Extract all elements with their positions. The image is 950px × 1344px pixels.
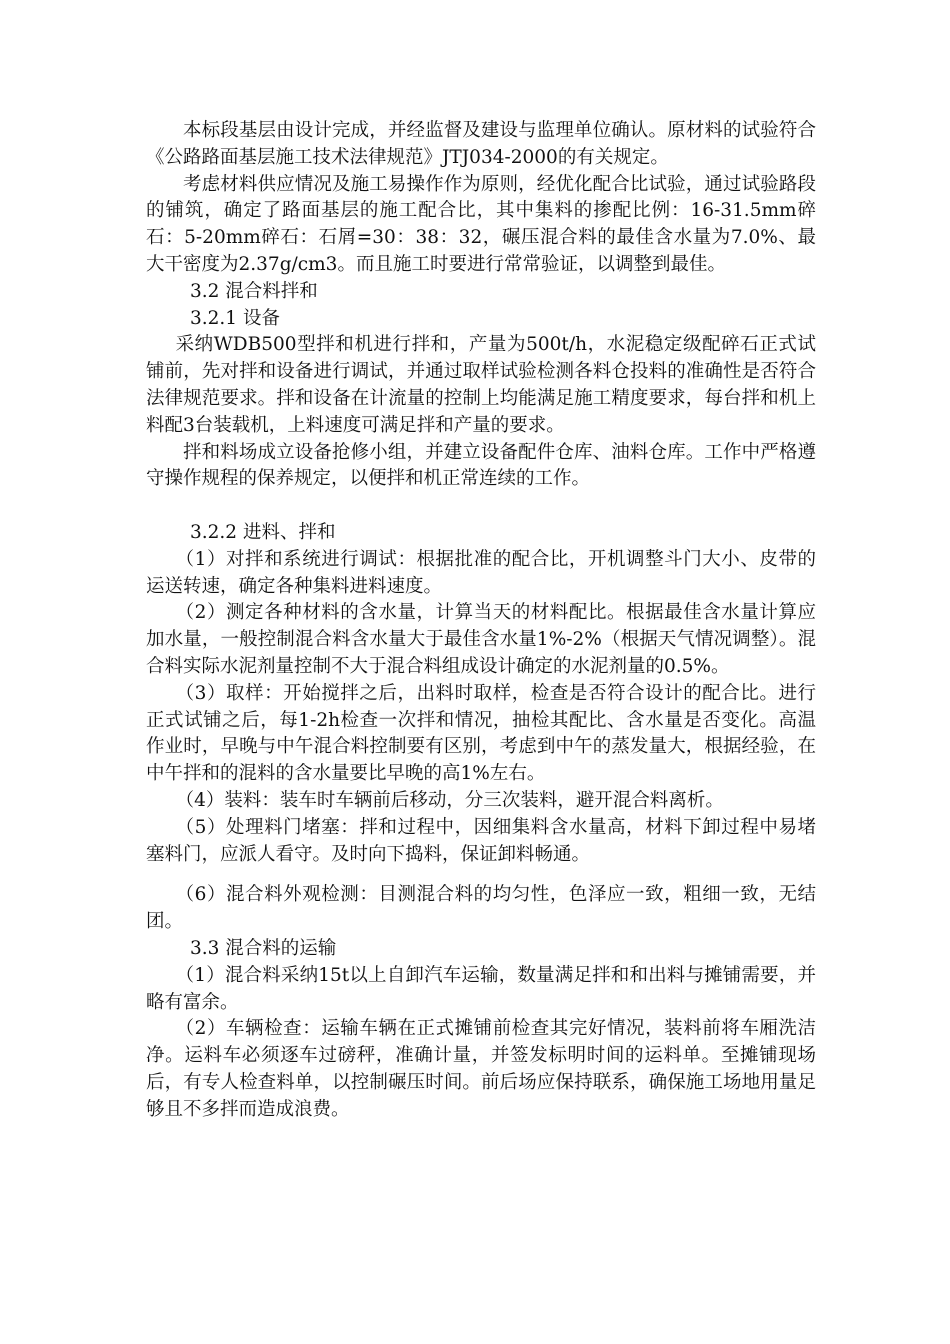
heading-3-3: 3.3 混合料的运输 [190, 937, 337, 959]
paragraph-repair-team: 拌和料场成立设备抢修小组，并建立设备配件仓库、油料仓库。工作中严格遵守操作规程的保养规定，以便拌和机正常连续的工作。 [146, 441, 816, 490]
list-item-2: （2）测定各种材料的含水量，计算当天的材料配比。根据最佳含水量计算应加水量，一般控制混合料含水量大于最佳含水量1%-2%（根据天气情况调整）。混合料实际水泥剂量控制不大于混合料组成设计确定的水泥剂量的0.5%。 [146, 602, 816, 677]
paragraph-equipment: 采纳WDB500型拌和机进行拌和，产量为500t/h，水泥稳定级配碎石正式试铺前，先对拌和设备进行调试，并通过取样试验检测各料仓投料的准确性是否符合法律规范要求。拌和设备在计流量的控制上均能满足施工精度要求，每台拌和机上料配3台装载机，上料速度可满足拌和产量的要求。 [146, 334, 816, 436]
transport-item-2: （2）车辆检查：运输车辆在正式摊铺前检查其完好情况，装料前将车厢洗洁净。运料车必须逐车过磅秤，准确计量，并签发标明时间的运料单。至摊铺现场后，有专人检查料单，以控制碾压时间。前后场应保持联系，确保施工场地用量足够且不多拌而造成浪费。 [146, 1018, 816, 1120]
blank-line [146, 493, 816, 520]
paragraph-base-design: 本标段基层由设计完成，并经监督及建设与监理单位确认。原材料的试验符合《公路路面基层施工技术法律规范》JTJ034-2000的有关规定。 [146, 120, 816, 168]
blank-line [146, 868, 816, 882]
list-item-6: （6）混合料外观检测：目测混合料的均匀性，色泽应一致，粗细一致，无结团。 [146, 884, 816, 933]
heading-3-2: 3.2 混合料拌和 [190, 280, 318, 302]
document-page [146, 118, 816, 1123]
list-item-4: （4）装料：装车时车辆前后移动，分三次装料，避开混合料离析。 [175, 789, 724, 811]
list-item-3: （3）取样：开始搅拌之后，出料时取样，检查是否符合设计的配合比。进行正式试铺之后，每1-2h检查一次拌和情况，抽检其配比、含水量是否变化。高温作业时，早晚与中午混合料控制要有区别，考虑到中午的蒸发量大，根据经验，在中午拌和的混料的含水量要比早晚的高1%左右。 [146, 682, 816, 785]
heading-3-2-1: 3.2.1 设备 [190, 307, 280, 329]
heading-3-2-2: 3.2.2 进料、拌和 [190, 521, 336, 543]
paragraph-mix-ratio: 考虑材料供应情况及施工易操作作为原则，经优化配合比试验，通过试验路段的铺筑，确定了路面基层的施工配合比，其中集料的掺配比例：16-31.5mm碎石：5-20mm碎石：石屑=30：38：32，碾压混合料的最佳含水量为7.0%、最大干密度为2.37g/cm3。而且施工时要进行常常验证，以调整到最佳。 [146, 173, 816, 275]
transport-item-1: （1）混合料采纳15t以上自卸汽车运输，数量满足拌和和出料与摊铺需要，并略有富余。 [146, 964, 816, 1013]
list-item-1: （1）对拌和系统进行调试：根据批准的配合比，开机调整斗门大小、皮带的运送转速，确定各种集料进料速度。 [146, 548, 816, 597]
list-item-5: （5）处理料门堵塞：拌和过程中，因细集料含水量高，材料下卸过程中易堵塞料门，应派人看守。及时向下捣料，保证卸料畅通。 [146, 816, 816, 865]
